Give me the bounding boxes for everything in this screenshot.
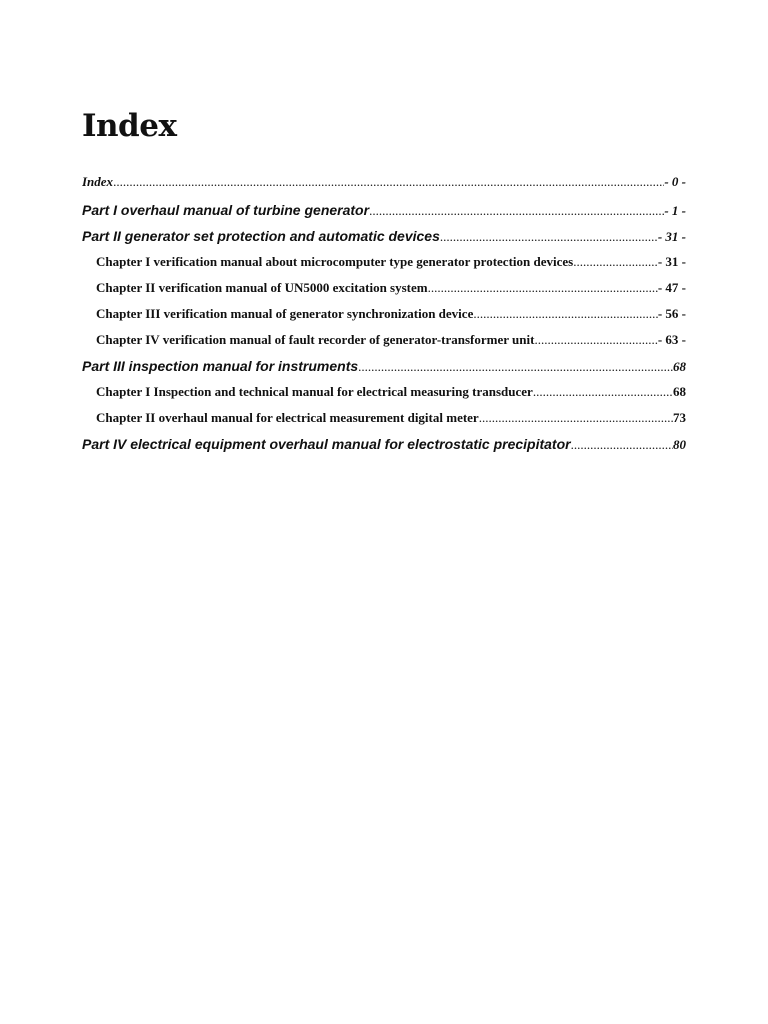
- toc-entry-part-3-chapter-2[interactable]: [82, 405, 686, 431]
- dot-leader: [479, 405, 673, 431]
- dot-leader: [113, 171, 664, 193]
- toc-page-number: - 47 -: [657, 280, 686, 295]
- dot-leader: [534, 327, 657, 353]
- toc-page-number: - 31 -: [657, 229, 686, 244]
- table-of-contents: [82, 171, 686, 457]
- toc-entry-label: Chapter III verification manual of generator synchronization device: [96, 306, 474, 321]
- dot-leader: [573, 249, 658, 275]
- toc-page-number: 68: [673, 359, 686, 374]
- toc-entry-label: Chapter II verification manual of UN5000 excitation system: [96, 280, 428, 295]
- dot-leader: [473, 301, 657, 327]
- toc-page-number: - 31 -: [657, 254, 686, 269]
- toc-entry-label: Part III inspection manual for instruments: [82, 358, 359, 374]
- dot-leader: [428, 275, 658, 301]
- toc-entry-part-3[interactable]: [82, 353, 686, 379]
- toc-entry-part-2[interactable]: [82, 223, 686, 249]
- toc-page-number: - 1 -: [664, 203, 686, 218]
- toc-entry-part-2-chapter-4[interactable]: [82, 327, 686, 353]
- toc-entry-part-2-chapter-1[interactable]: [82, 249, 686, 275]
- dot-leader: [358, 354, 673, 379]
- toc-entry-label: Index: [82, 174, 114, 189]
- toc-page-number: 80: [673, 437, 686, 452]
- toc-entry-label: Part I overhaul manual of turbine generator: [82, 202, 370, 218]
- dot-leader: [440, 224, 658, 249]
- toc-page-number: 68: [673, 384, 686, 399]
- toc-page-number: - 0 -: [664, 174, 686, 189]
- dot-leader: [369, 198, 664, 223]
- toc-entry-label: Chapter II overhaul manual for electrical measurement digital meter: [96, 410, 479, 425]
- toc-entry-label: Chapter IV verification manual of fault recorder of generator-transformer unit: [96, 332, 535, 347]
- toc-entry-part-2-chapter-2[interactable]: [82, 275, 686, 301]
- toc-entry-label: Chapter I Inspection and technical manual for electrical measuring transducer: [96, 384, 533, 399]
- toc-entry-part-4[interactable]: [82, 431, 686, 457]
- toc-entry-label: Part II generator set protection and automatic devices: [82, 228, 440, 244]
- toc-page-number: 73: [673, 410, 686, 425]
- toc-page-number: - 56 -: [657, 306, 686, 321]
- toc-entry-part-1[interactable]: [82, 197, 686, 223]
- toc-entry-part-3-chapter-1[interactable]: [82, 379, 686, 405]
- toc-entry-index[interactable]: [82, 171, 686, 193]
- dot-leader: [533, 379, 673, 405]
- dot-leader: [571, 432, 673, 457]
- toc-entry-label: Chapter I verification manual about microcomputer type generator protection devices: [96, 254, 574, 269]
- toc-page-number: - 63 -: [657, 332, 686, 347]
- toc-entry-part-2-chapter-3[interactable]: [82, 301, 686, 327]
- page-title: Index: [82, 108, 177, 144]
- toc-entry-label: Part IV electrical equipment overhaul manual for electrostatic precipitator: [82, 436, 571, 452]
